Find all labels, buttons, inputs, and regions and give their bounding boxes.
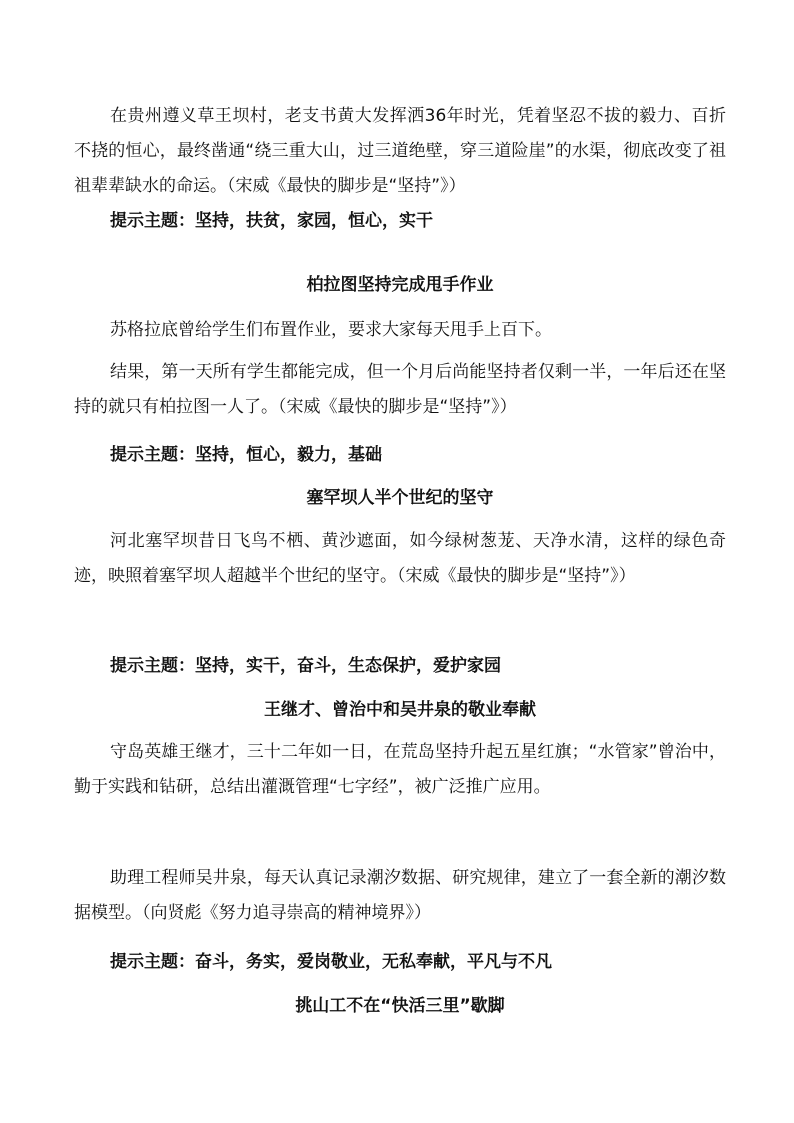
- paragraph-wu-jingquan: 助理工程师吴井泉，每天认真记录潮汐数据、研究规律，建立了一套全新的潮汐数据模型。（向贤彪《努力追寻崇高的精神境界》）: [74, 868, 726, 923]
- theme-line-1: 提示主题：坚持，扶贫，家园，恒心，实干: [110, 211, 433, 231]
- section-title-saihanba: 塞罕坝人半个世纪的坚守: [306, 488, 494, 508]
- paragraph-wang-zeng: 守岛英雄王继才，三十二年如一日，在荒岛坚持升起五星红旗；“水管家”曾治中，勤于实践和钻研，总结出灌溉管理“七字经”，被广泛推广应用。: [74, 742, 726, 797]
- section-title-porter: 挑山工不在“快活三里”歇脚: [295, 996, 505, 1016]
- theme-line-3: 提示主题：坚持，实干，奋斗，生态保护，爱护家园: [110, 656, 501, 676]
- section-title-plato: 柏拉图坚持完成甩手作业: [306, 275, 494, 295]
- paragraph-huang-dafa: 在贵州遵义草王坝村，老支书黄大发挥洒36年时光，凭着坚忍不拔的毅力、百折不挠的恒心，最终凿通“绕三重大山，过三道绝壁，穿三道险崖”的水渠，彻底改变了祖祖辈辈缺水的命运。（宋威《最快的脚步是“坚持”》）: [74, 106, 726, 196]
- theme-line-4: 提示主题：奋斗，务实，爱岗敬业，无私奉献，平凡与不凡: [110, 952, 552, 972]
- paragraph-saihanba: 河北塞罕坝昔日飞鸟不栖、黄沙遮面，如今绿树葱茏、天净水清，这样的绿色奇迹，映照着塞罕坝人超越半个世纪的坚守。（宋威《最快的脚步是“坚持”》）: [74, 531, 726, 586]
- paragraph-socrates: 苏格拉底曾给学生们布置作业，要求大家每天甩手上百下。: [110, 320, 552, 340]
- paragraph-plato-result: 结果，第一天所有学生都能完成，但一个月后尚能坚持者仅剩一半，一年后还在坚持的就只有柏拉图一人了。（宋威《最快的脚步是“坚持”》）: [74, 362, 726, 417]
- section-title-dedication: 王继才、曾治中和吴井泉的敬业奉献: [264, 700, 536, 720]
- theme-line-2: 提示主题：坚持，恒心，毅力，基础: [110, 445, 382, 465]
